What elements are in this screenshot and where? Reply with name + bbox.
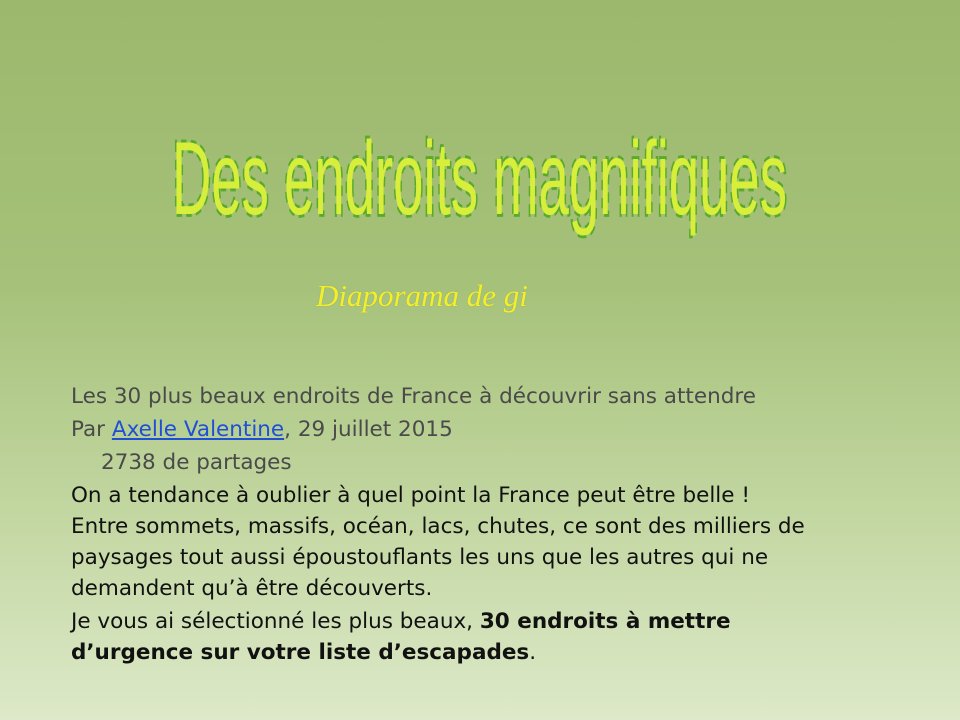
article-date: , 29 juillet 2015 (284, 417, 453, 442)
closing-highlight: d’urgence sur votre liste d’escapades (71, 640, 530, 665)
byline (71, 416, 453, 444)
closing-highlight: 30 endroits à mettre (479, 609, 731, 634)
article-headline: Les 30 plus beaux endroits de France à découvrir sans attendre (71, 384, 756, 409)
author-link[interactable]: Axelle Valentine (111, 417, 285, 442)
byline-prefix: Par (71, 417, 112, 442)
paragraph-line: Entre sommets, massifs, océan, lacs, chutes, ce sont des milliers de (71, 514, 805, 539)
subtitle: Diaporama de gi (316, 278, 528, 313)
title-wordart (150, 40, 810, 280)
closing-text: Je vous ai sélectionné les plus beaux, (71, 609, 480, 634)
paragraph-line: On a tendance à oublier à quel point la France peut être belle ! (71, 483, 750, 508)
closing-period: . (529, 640, 537, 665)
closing-line-2 (71, 639, 536, 667)
paragraph-line: paysages tout aussi époustouflants les uns que les autres qui ne (71, 545, 769, 570)
closing-line (71, 608, 731, 636)
title-text: Des endroits magnifiques (172, 120, 787, 237)
share-count: 2738 de partages (101, 450, 292, 475)
paragraph-line: demandent qu’à être découverts. (71, 576, 433, 601)
